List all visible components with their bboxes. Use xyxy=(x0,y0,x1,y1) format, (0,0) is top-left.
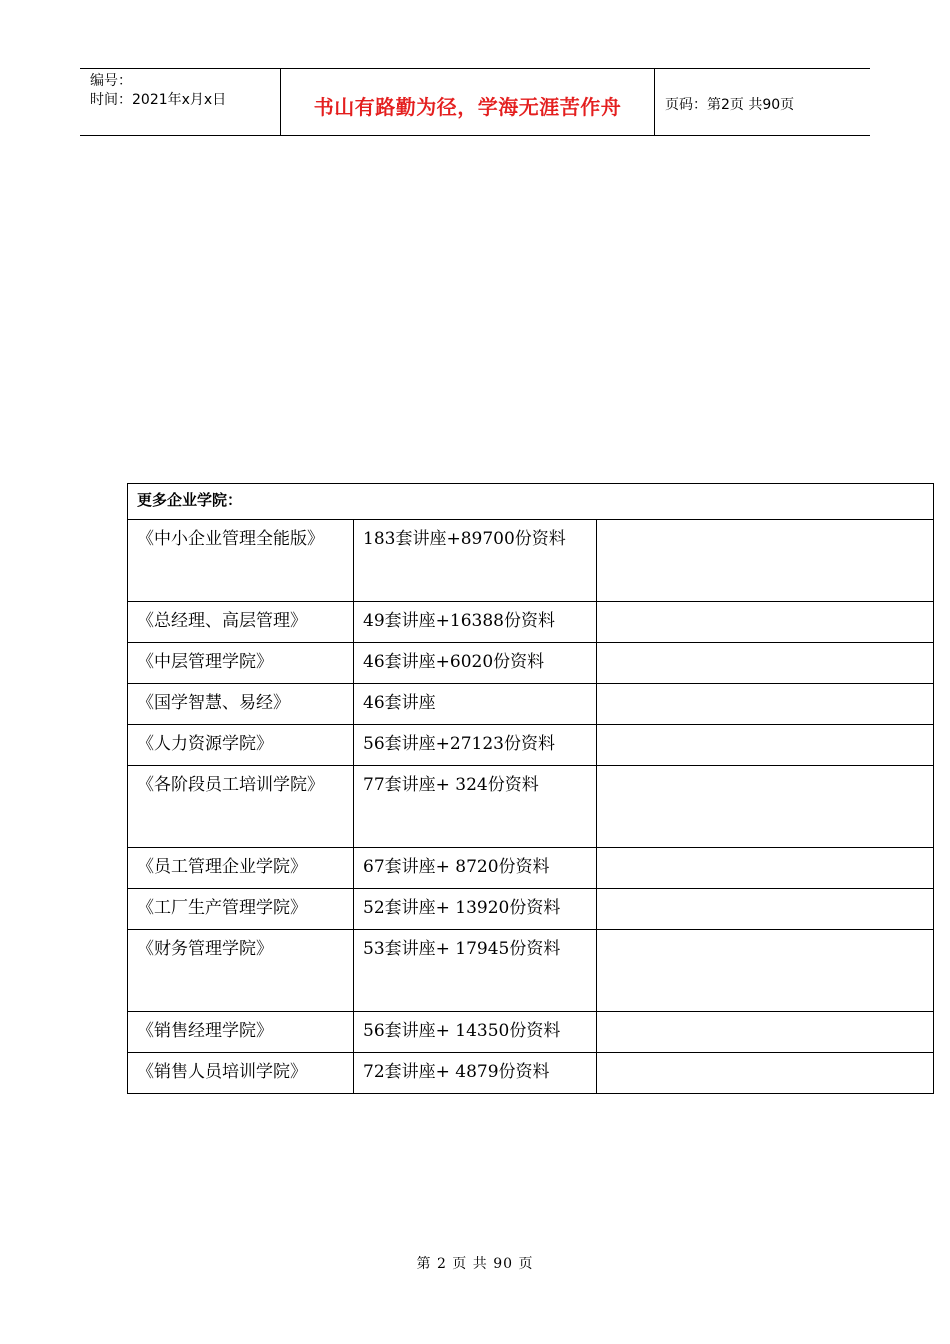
academy-content-cell xyxy=(354,848,597,889)
academy-name-cell xyxy=(128,684,354,725)
academy-note-cell xyxy=(597,889,934,930)
header-motto: 书山有路勤为径，学海无涯苦作舟 xyxy=(281,69,655,135)
table-row xyxy=(128,1053,934,1094)
academy-name: 《中层管理学院》 xyxy=(137,652,273,672)
header-page-info: 页码：第2页 共90页 xyxy=(665,97,795,113)
table-row xyxy=(128,848,934,889)
academy-content: 46套讲座+6020份资料 xyxy=(363,652,545,672)
academy-name: 《销售经理学院》 xyxy=(137,1021,273,1041)
document-number-label: 编号： xyxy=(90,73,132,89)
page-footer: 第 2 页 共 90 页 xyxy=(416,1256,534,1272)
academy-name-cell xyxy=(128,889,354,930)
academy-content-cell xyxy=(354,520,597,602)
academy-name-cell xyxy=(128,930,354,1012)
academy-content-cell xyxy=(354,1053,597,1094)
academy-content: 52套讲座+ 13920份资料 xyxy=(363,898,561,918)
academy-content: 49套讲座+16388份资料 xyxy=(363,611,555,631)
academy-content: 183套讲座+89700份资料 xyxy=(363,529,566,549)
academy-note-cell xyxy=(597,1053,934,1094)
academy-content: 53套讲座+ 17945份资料 xyxy=(363,939,561,959)
table-caption: 更多企业学院： xyxy=(128,484,934,520)
page-header xyxy=(80,68,870,136)
table-caption-row xyxy=(128,484,934,520)
academy-name-cell xyxy=(128,602,354,643)
header-meta xyxy=(80,69,281,135)
academy-table xyxy=(127,483,934,1094)
academy-content: 46套讲座 xyxy=(363,693,436,713)
table-row xyxy=(128,725,934,766)
academy-name: 《各阶段员工培训学院》 xyxy=(137,775,324,795)
academy-name-cell xyxy=(128,520,354,602)
table-row xyxy=(128,1012,934,1053)
academy-content-cell xyxy=(354,684,597,725)
academy-name: 《销售人员培训学院》 xyxy=(137,1062,307,1082)
academy-content-cell xyxy=(354,766,597,848)
academy-note-cell xyxy=(597,725,934,766)
academy-name: 《人力资源学院》 xyxy=(137,734,273,754)
academy-name: 《工厂生产管理学院》 xyxy=(137,898,307,918)
academy-name: 《员工管理企业学院》 xyxy=(137,857,307,877)
academy-name-cell xyxy=(128,766,354,848)
academy-name: 《中小企业管理全能版》 xyxy=(137,529,324,549)
academy-content-cell xyxy=(354,602,597,643)
academy-content: 56套讲座+27123份资料 xyxy=(363,734,555,754)
academy-note-cell xyxy=(597,848,934,889)
academy-content-cell xyxy=(354,889,597,930)
academy-content-cell xyxy=(354,930,597,1012)
academy-note-cell xyxy=(597,766,934,848)
academy-content: 77套讲座+ 324份资料 xyxy=(363,775,539,795)
academy-note-cell xyxy=(597,602,934,643)
table-row xyxy=(128,930,934,1012)
document-time-label: 时间：2021年x月x日 xyxy=(90,92,227,108)
academy-name-cell xyxy=(128,643,354,684)
academy-name: 《财务管理学院》 xyxy=(137,939,273,959)
table-row xyxy=(128,766,934,848)
academy-note-cell xyxy=(597,520,934,602)
academy-content-cell xyxy=(354,1012,597,1053)
table-row xyxy=(128,889,934,930)
table-row xyxy=(128,684,934,725)
academy-name: 《总经理、高层管理》 xyxy=(137,611,307,631)
academy-name-cell xyxy=(128,1012,354,1053)
academy-name: 《国学智慧、易经》 xyxy=(137,693,290,713)
table-row xyxy=(128,643,934,684)
academy-content: 56套讲座+ 14350份资料 xyxy=(363,1021,561,1041)
academy-note-cell xyxy=(597,643,934,684)
academy-note-cell xyxy=(597,930,934,1012)
academy-content-cell xyxy=(354,643,597,684)
table-row xyxy=(128,520,934,602)
academy-name-cell xyxy=(128,848,354,889)
table-row xyxy=(128,602,934,643)
academy-content: 72套讲座+ 4879份资料 xyxy=(363,1062,550,1082)
academy-note-cell xyxy=(597,1012,934,1053)
academy-content: 67套讲座+ 8720份资料 xyxy=(363,857,550,877)
academy-table-container xyxy=(127,483,933,1094)
academy-name-cell xyxy=(128,1053,354,1094)
academy-content-cell xyxy=(354,725,597,766)
academy-note-cell xyxy=(597,684,934,725)
academy-name-cell xyxy=(128,725,354,766)
